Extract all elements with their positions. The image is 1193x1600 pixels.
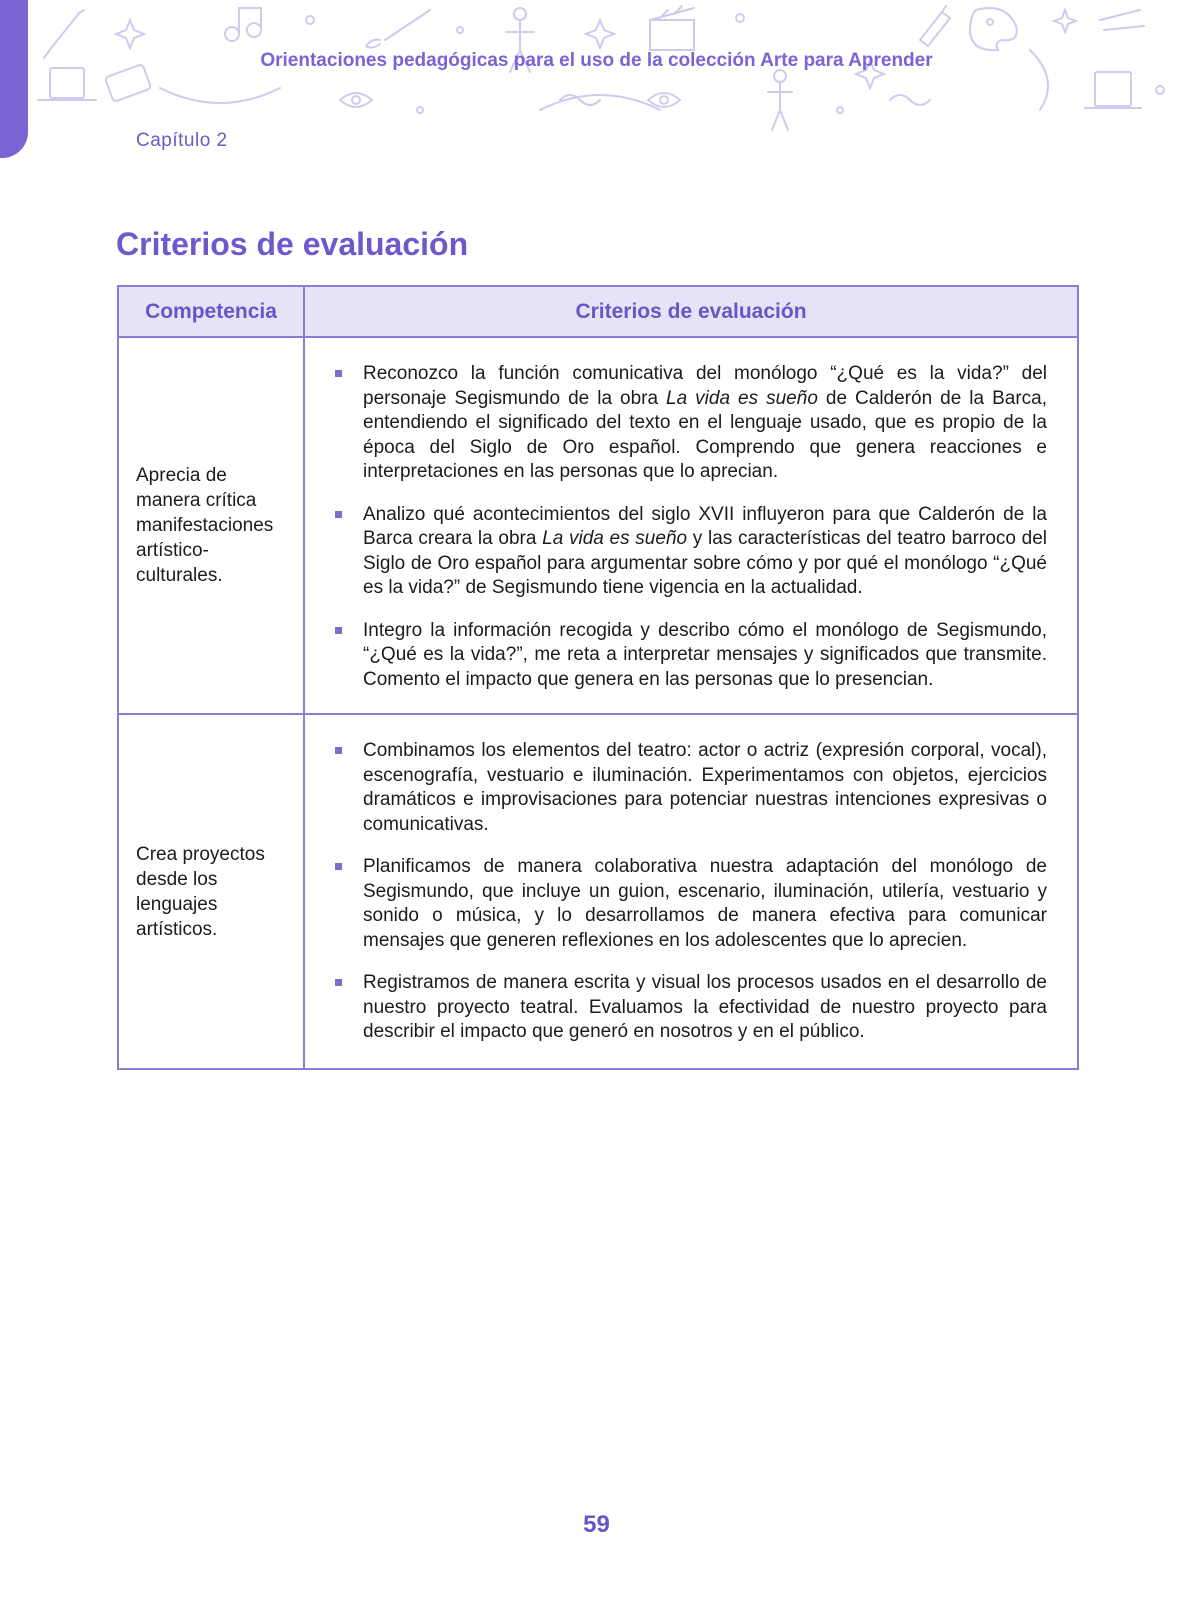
- paintbrush-icon: [366, 10, 430, 48]
- header-decoration: [0, 0, 1193, 150]
- paint-tube-icon: [920, 6, 950, 46]
- star-icon: [586, 20, 614, 48]
- list-item: [329, 739, 1047, 837]
- list-item: [329, 362, 1047, 485]
- square-bullet-icon: [335, 863, 342, 870]
- column-header-criterios: Criterios de evaluación: [304, 286, 1078, 337]
- square-bullet-icon: [335, 979, 342, 986]
- criteria-list: [329, 362, 1047, 692]
- work-title: La vida es sueño: [666, 387, 818, 409]
- list-item: [329, 619, 1047, 693]
- competencia-cell: Aprecia de manera crítica manifestaciones artístico-culturales.: [118, 337, 304, 714]
- criterion-text: Combinamos los elementos del teatro: actor o actriz (expresión corporal, vocal), escenografía, vestuario e iluminación. Experimentamos con objetos, ejercicios dramáticos e improvisaciones para potenciar nuestras intenciones expresivas o comunicativas.: [363, 740, 1047, 835]
- square-bullet-icon: [335, 747, 342, 754]
- clapperboard-icon: [650, 6, 694, 50]
- palette-icon: [970, 8, 1017, 50]
- page-number: 59: [583, 1511, 610, 1538]
- square-bullet-icon: [335, 370, 342, 377]
- page-title: Criterios de evaluación: [116, 226, 469, 262]
- criterion-text: Reconozco la función comunicativa del monólogo “¿Qué es la vida?” del personaje Segismundo de la obra: [363, 363, 1047, 409]
- criterios-cell: [304, 714, 1078, 1069]
- square-bullet-icon: [335, 627, 342, 634]
- music-note-icon: [225, 8, 261, 41]
- criterios-cell: [304, 337, 1078, 714]
- theater-figure-icon: [768, 70, 792, 130]
- criterion-text: de Calderón de la Barca, entendiendo el significado del texto en el lenguaje usado, que es propio de la época del Siglo de Oro español. Comprendo que genera reacciones e interpretaciones en las personas que lo aprecian.: [363, 387, 1047, 482]
- square-bullet-icon: [335, 511, 342, 518]
- criterion-text: Planificamos de manera colaborativa nuestra adaptación del monólogo de Segismundo, que incluye un guion, escenario, iluminación, utilería, vestuario y sonido o música, y lo desarrollamos de manera efectiva para comunicar mensajes que generen reflexiones en los adolescentes que lo aprecien.: [363, 856, 1047, 951]
- competencia-cell: Crea proyectos desde los lenguajes artísticos.: [118, 714, 304, 1069]
- top-hat-icon: [38, 68, 96, 100]
- list-item: [329, 855, 1047, 953]
- eye-icon: [648, 93, 680, 107]
- table-row: [118, 337, 1078, 714]
- eye-icon: [340, 93, 372, 107]
- list-item: [329, 971, 1047, 1045]
- column-header-competencia: Competencia: [118, 286, 304, 337]
- criterion-text: Analizo qué acontecimientos del siglo XVII influyeron para que Calderón de la Barca creara la obra: [363, 503, 1047, 549]
- star-icon: [1054, 10, 1076, 32]
- criteria-list: [329, 739, 1047, 1045]
- chapter-label: Capítulo 2: [136, 130, 228, 151]
- star-icon: [116, 20, 144, 48]
- table-header-row: [118, 286, 1078, 337]
- chapter-side-tab: [0, 0, 28, 158]
- criterion-text: y las características del teatro barroco del Siglo de Oro español para argumentar sobre cómo y por qué el monólogo “¿Qué es la vida?” de Segismundo tiene vigencia en la actualidad.: [363, 528, 1048, 598]
- criterion-text: Integro la información recogida y describo cómo el monólogo de Segismundo, “¿Qué es la vida?”, me reta a interpretar mensajes y significados que transmite. Comento el impacto que genera en las personas que lo presencian.: [363, 619, 1047, 690]
- doodle-pattern: [0, 0, 1193, 150]
- header-title: Orientaciones pedagógicas para el uso de la colección Arte para Aprender: [260, 50, 933, 71]
- list-item: [329, 503, 1047, 601]
- criterion-text: Registramos de manera escrita y visual los procesos usados en el desarrollo de nuestro proyecto teatral. Evaluamos la efectividad de nuestro proyecto para describir el impacto que generó en nosotros y en el público.: [363, 972, 1047, 1042]
- table-row: [118, 714, 1078, 1069]
- work-title: La vida es sueño: [542, 528, 688, 549]
- evaluation-criteria-table: [117, 285, 1079, 1070]
